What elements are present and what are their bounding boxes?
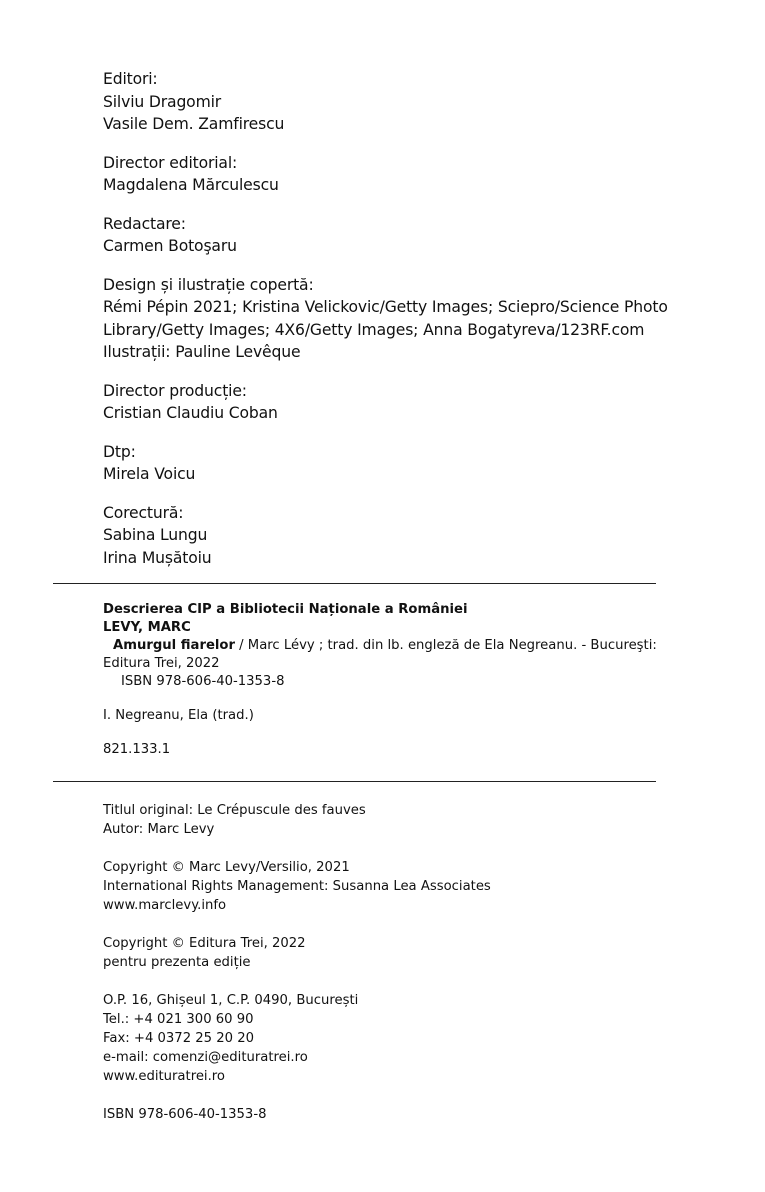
credit-cover-design (103, 274, 703, 364)
cip-classification: 821.133.1 (103, 742, 171, 757)
original-title-group (103, 801, 663, 839)
edition-note: pentru prezenta ediție (103, 955, 251, 970)
author-copyright-group (103, 858, 663, 915)
credits-section (103, 68, 703, 585)
credit-label: Dtp: (103, 442, 136, 461)
credit-value: Cristian Claudiu Coban (103, 404, 278, 422)
author-copyright: Copyright © Marc Levy/Versilio, 2021 (103, 860, 350, 875)
credit-label: Director producție: (103, 381, 247, 400)
original-title: Titlul original: Le Crépuscule des fauves (103, 803, 366, 818)
credit-editorial-director (103, 152, 703, 197)
rights-management: International Rights Management: Susanna Lea Associates (103, 879, 491, 894)
author-website: www.marclevy.info (103, 898, 227, 913)
cip-author: LEVY, MARC (103, 620, 191, 635)
divider-top (53, 583, 656, 584)
email: e-mail: comenzi@edituratrei.ro (103, 1050, 308, 1065)
credit-value: Irina Mușătoiu (103, 548, 212, 567)
credit-value: Silviu Dragomir (103, 92, 222, 111)
phone: Tel.: +4 021 300 60 90 (103, 1012, 254, 1027)
credit-label: Editori: (103, 70, 158, 88)
credit-value: Rémi Pépin 2021; Kristina Velickovic/Getty Images; Sciepro/Science Photo (103, 298, 668, 316)
credit-editing (103, 213, 703, 258)
publisher-website: www.edituratrei.ro (103, 1069, 225, 1084)
cip-description (103, 601, 663, 759)
credit-dtp (103, 441, 703, 486)
credit-value: Ilustrații: Pauline Levêque (103, 343, 301, 361)
credit-value: Mirela Voicu (103, 465, 196, 483)
credit-label: Corectură: (103, 503, 184, 522)
publisher-copyright: Copyright © Editura Trei, 2022 (103, 936, 306, 951)
credit-label: Design și ilustrație copertă: (103, 275, 314, 294)
cip-title: Amurgul fiarelor (113, 638, 235, 653)
credit-value: Sabina Lungu (103, 526, 208, 544)
divider-bottom (53, 781, 656, 782)
cip-translator: I. Negreanu, Ela (trad.) (103, 708, 254, 723)
credit-production-director (103, 380, 703, 425)
credit-editors (103, 68, 703, 136)
credit-label: Redactare: (103, 214, 186, 233)
publisher-copyright-group (103, 934, 663, 972)
book-isbn: ISBN 978-606-40-1353-8 (103, 1107, 267, 1122)
publication-info (103, 801, 663, 1124)
publisher-contact-group (103, 991, 663, 1086)
original-author: Autor: Marc Levy (103, 822, 215, 837)
cip-record-details: / Marc Lévy ; trad. din lb. engleză de Ela Negreanu. - Bucureşti: Editura Trei, 2022 (103, 638, 657, 671)
credit-proofreading (103, 502, 703, 570)
cip-record (103, 637, 663, 673)
credit-value: Library/Getty Images; 4X6/Getty Images; Anna Bogatyreva/123RF.com (103, 320, 645, 339)
credit-label: Director editorial: (103, 153, 238, 172)
fax: Fax: +4 0372 25 20 20 (103, 1031, 255, 1046)
credit-value: Carmen Botoşaru (103, 237, 237, 255)
cip-isbn: ISBN 978-606-40-1353-8 (121, 674, 285, 689)
credit-value: Vasile Dem. Zamfirescu (103, 115, 285, 133)
cip-heading: Descrierea CIP a Bibliotecii Naționale a României (103, 602, 468, 617)
postal-address: O.P. 16, Ghișeul 1, C.P. 0490, București (103, 993, 359, 1008)
credit-value: Magdalena Mărculescu (103, 176, 279, 194)
